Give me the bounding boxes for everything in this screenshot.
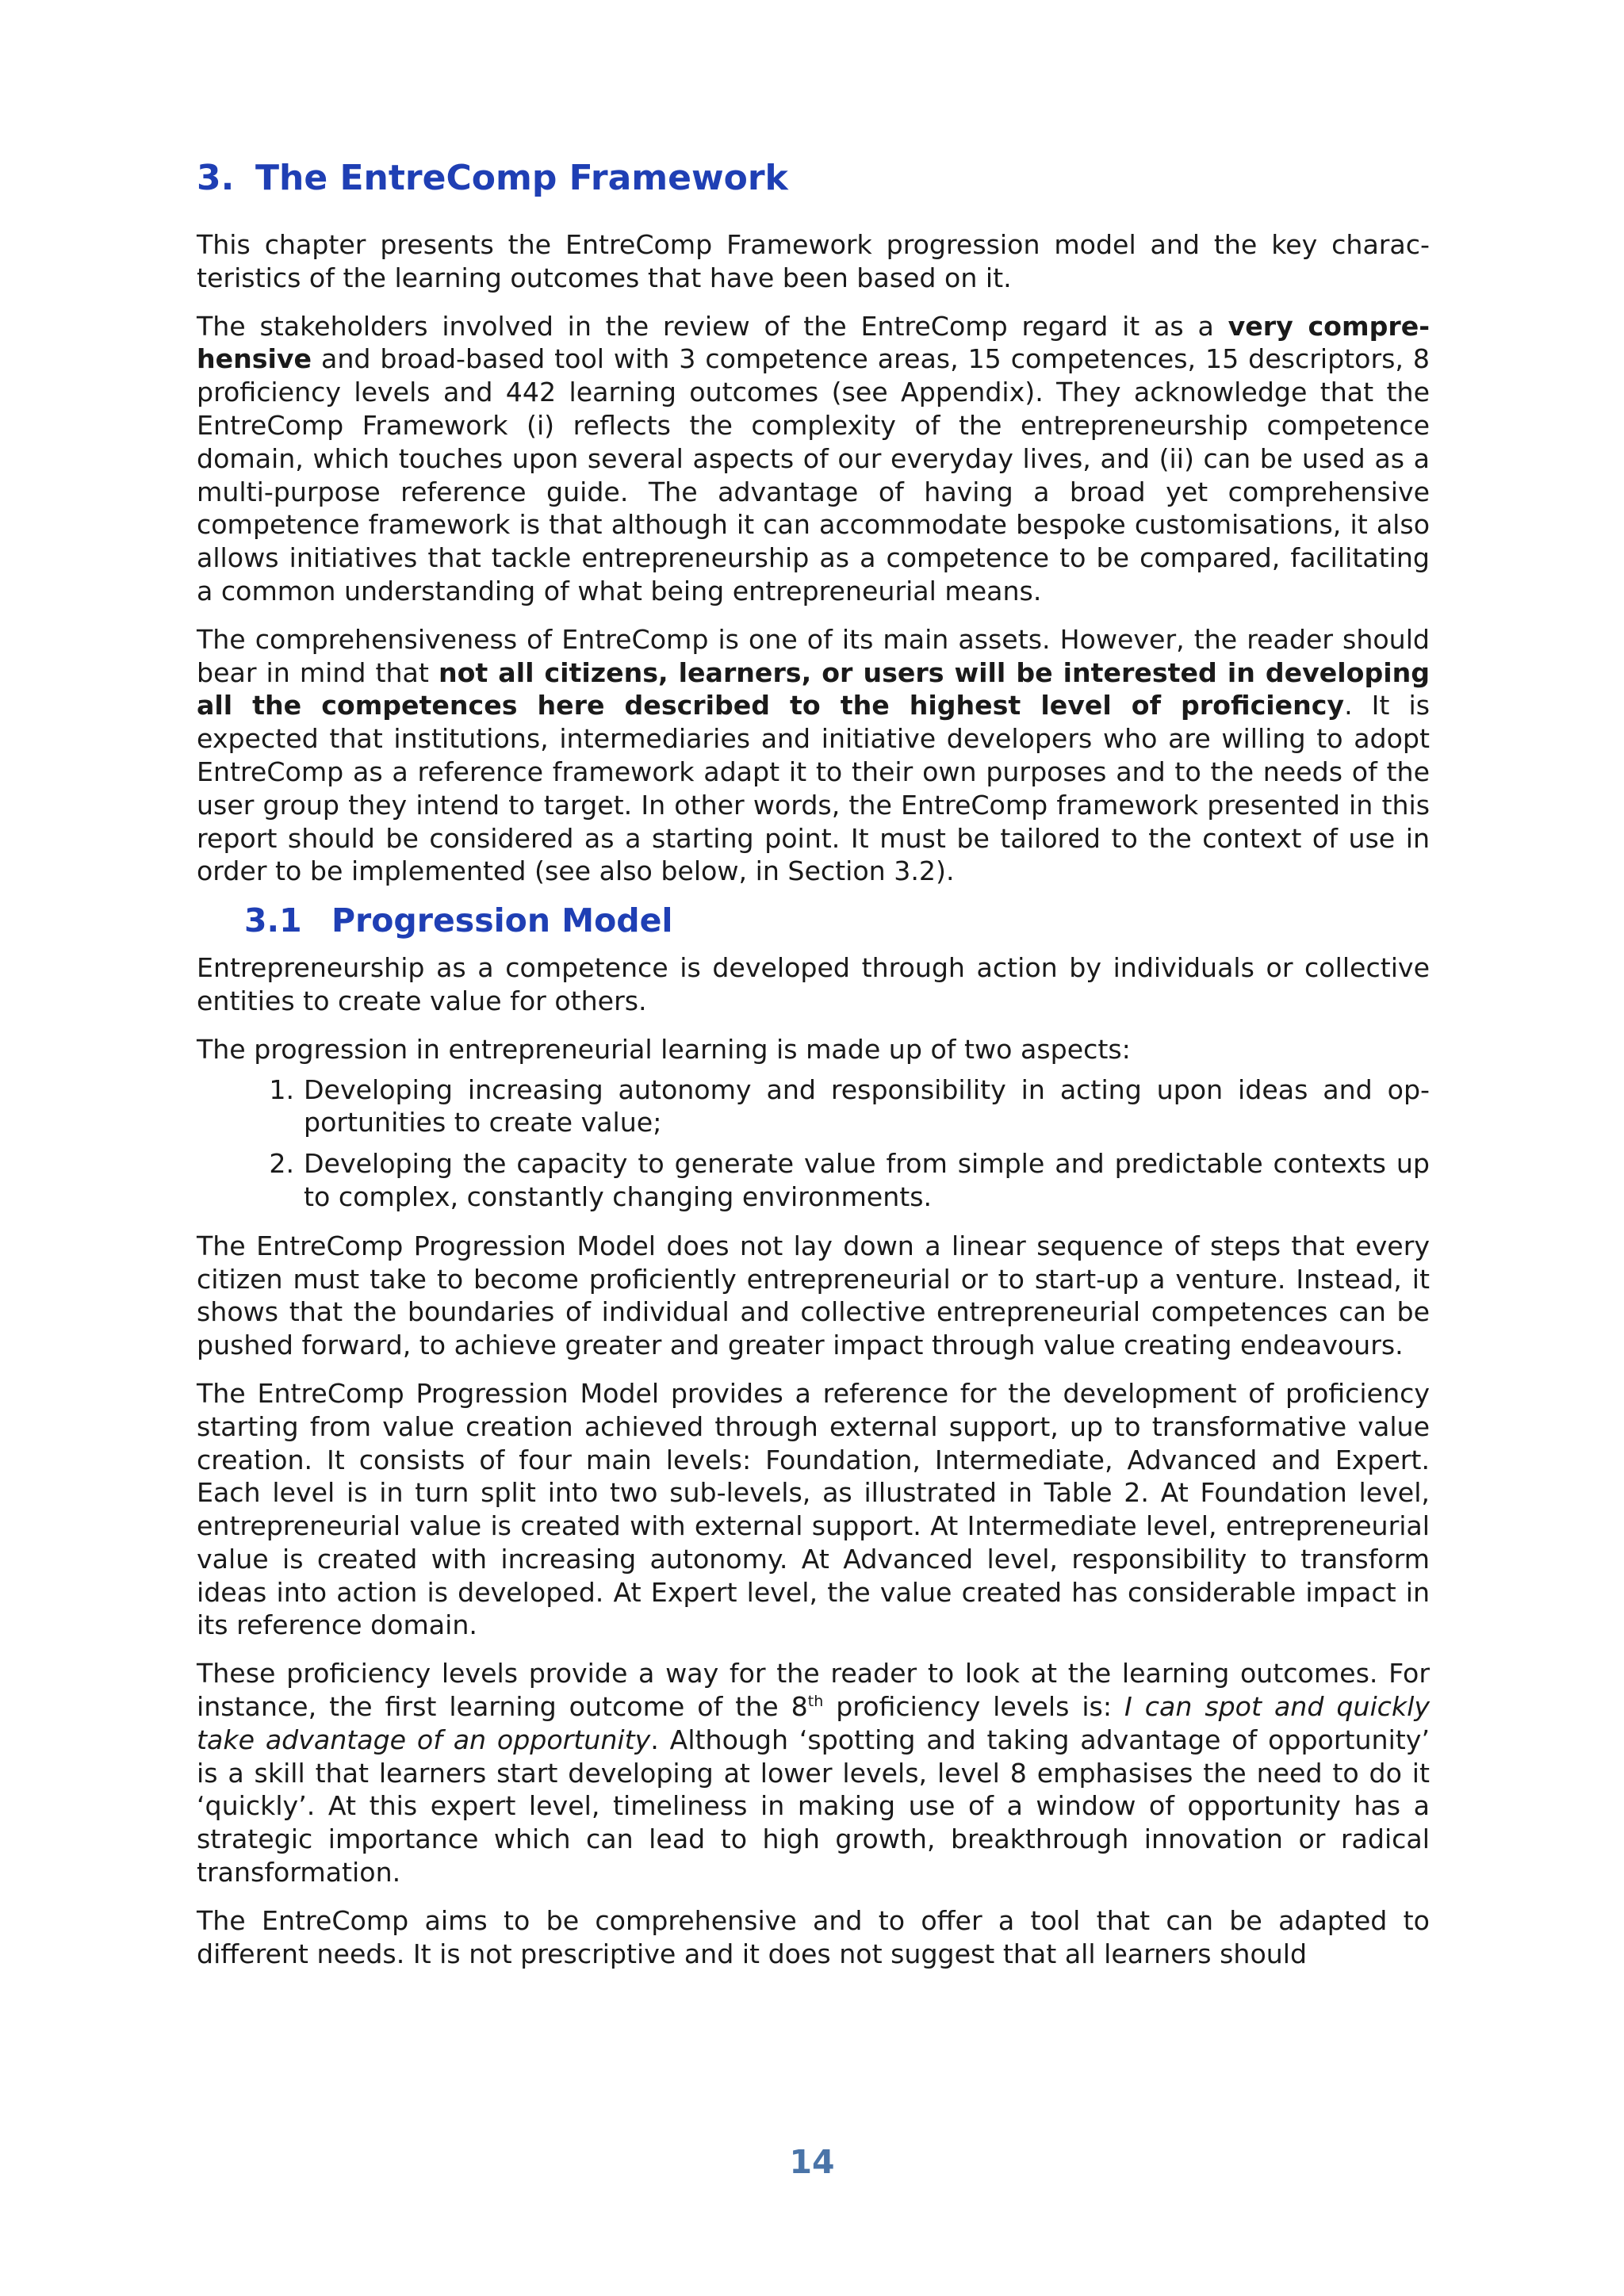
text-run: The EntreComp Progression Model does not lay down a linear sequence of steps that every citizen must take to become proficiently entrepreneurial or to start-up a venture. Instead, it shows that the boundaries of individual and collective entrepreneurial competences can be pushed forward, to achieve greater and greater impact through value creating endeavours.	[197, 1230, 1430, 1361]
text-run: The comprehensiveness of EntreComp is one of its main assets. However, the reader should bear in mind that	[197, 623, 1430, 688]
text-run: Entrepreneurship as a competence is developed through action by individuals or collective entities to create value for others.	[197, 952, 1430, 1016]
chapter-title: The EntreComp Framework	[255, 158, 788, 198]
bold-emphasis: not all citizens, learners, or users will be interested in developing all the competences here described to the highest level of proficiency	[197, 656, 1430, 721]
italic-quote: I can spot and quickly take advantage of an opportunity	[197, 1691, 1430, 1755]
text-run: and broad-based tool with 3 competence areas, 15 competences, 15 descriptors, 8 proficiency levels and 442 learning outcomes (see Appendix). They acknowledge that the EntreComp Framework (i) reflects the complexity of the entrepreneurship competence domain, which touches upon several aspects of our everyday lives, and (ii) can be used as a multi-purpose reference guide. The advantage of having a broad yet comprehensive competence framework is that although it can accommodate bespoke customisations, it also allows initiatives that tackle entrepreneurship as a competence to be compared, facilitating a common understanding of what being entrepreneurial means.	[197, 343, 1430, 607]
section-paragraph-6	[197, 1904, 1430, 1971]
intro-paragraph	[197, 228, 1430, 295]
chapter-heading	[197, 151, 1430, 206]
superscript: th	[807, 1693, 824, 1711]
list-item-text: Developing the capacity to generate value from simple and predictable contexts up to complex, constantly changing environments.	[304, 1148, 1430, 1212]
text-run: proficiency levels is:	[823, 1691, 1124, 1723]
section-paragraph-4	[197, 1377, 1430, 1642]
text-run: The progression in entrepreneurial learning is made up of two aspects:	[197, 1033, 1131, 1065]
page-number: 14	[789, 2143, 835, 2181]
section-paragraph-2	[197, 1033, 1430, 1066]
section-number: 3.1	[244, 901, 302, 940]
text-run: These proficiency levels provide a way for the reader to look at the learning outcomes. For instance, the first learning outcome of the 8	[197, 1658, 1430, 1723]
text-run: The stakeholders involved in the review of the EntreComp regard it as a	[197, 310, 1228, 342]
list-marker: 2.	[269, 1148, 294, 1180]
section-paragraph-1	[197, 951, 1430, 1018]
section-title: Progression Model	[331, 901, 673, 940]
intro-text: This chapter presents the EntreComp Framework progression model and the key characteristics of the learning outcomes that have been based on it.	[197, 229, 1430, 293]
bold-emphasis: very comprehensive	[197, 310, 1430, 375]
progression-aspects-list	[197, 1073, 1430, 1214]
list-marker: 1.	[269, 1073, 294, 1105]
text-run: The EntreComp aims to be comprehensive and to offer a tool that can be adapted to different needs. It is not prescriptive and it does not suggest that all learners should	[197, 1904, 1430, 1969]
assets-paragraph	[197, 623, 1430, 888]
section-paragraph-5	[197, 1657, 1430, 1889]
text-run: The EntreComp Progression Model provides a reference for the development of proficiency starting from value creation achieved through external support, up to transformative value creation. It consists of four main levels: Foundation, Intermediate, Advanced and Expert. Each level is in turn split into two sub-levels, as illustrated in Table 2. At Foundation level, entrepreneurial value is created with external support. At Intermediate level, entrepreneurial value is created with increasing autonomy. At Advanced level, responsibility to transform ideas into action is developed. At Expert level, the value created has considerable impact in its reference domain.	[197, 1377, 1430, 1641]
list-item	[269, 1147, 1430, 1214]
text-run: . It is expected that institutions, intermediaries and initiative developers who are willing to adopt EntreComp as a reference framework adapt it to their own purposes and to the needs of the user group they intend to target. In other words, the EntreComp framework presented in this report should be considered as a starting point. It must be tailored to the context of use in order to be implemented (see also below, in Section 3.2).	[197, 690, 1430, 887]
chapter-number: 3.	[197, 158, 235, 198]
comprehensive-paragraph	[197, 310, 1430, 608]
section-heading	[244, 899, 1430, 942]
page-body	[197, 151, 1430, 1970]
text-run: . Although ‘spotting and taking advantage of opportunity’ is a skill that learners start developing at lower levels, level 8 emphasises the need to do it ‘quickly’. At this expert level, timeliness in making use of a window of opportunity has a strategic importance which can lead to high growth, breakthrough innovation or radical transformation.	[197, 1724, 1431, 1888]
list-item-text: Developing increasing autonomy and responsibility in acting upon ideas and opportunities to create value;	[304, 1073, 1430, 1138]
list-item	[269, 1073, 1430, 1140]
section-paragraph-3	[197, 1230, 1430, 1362]
